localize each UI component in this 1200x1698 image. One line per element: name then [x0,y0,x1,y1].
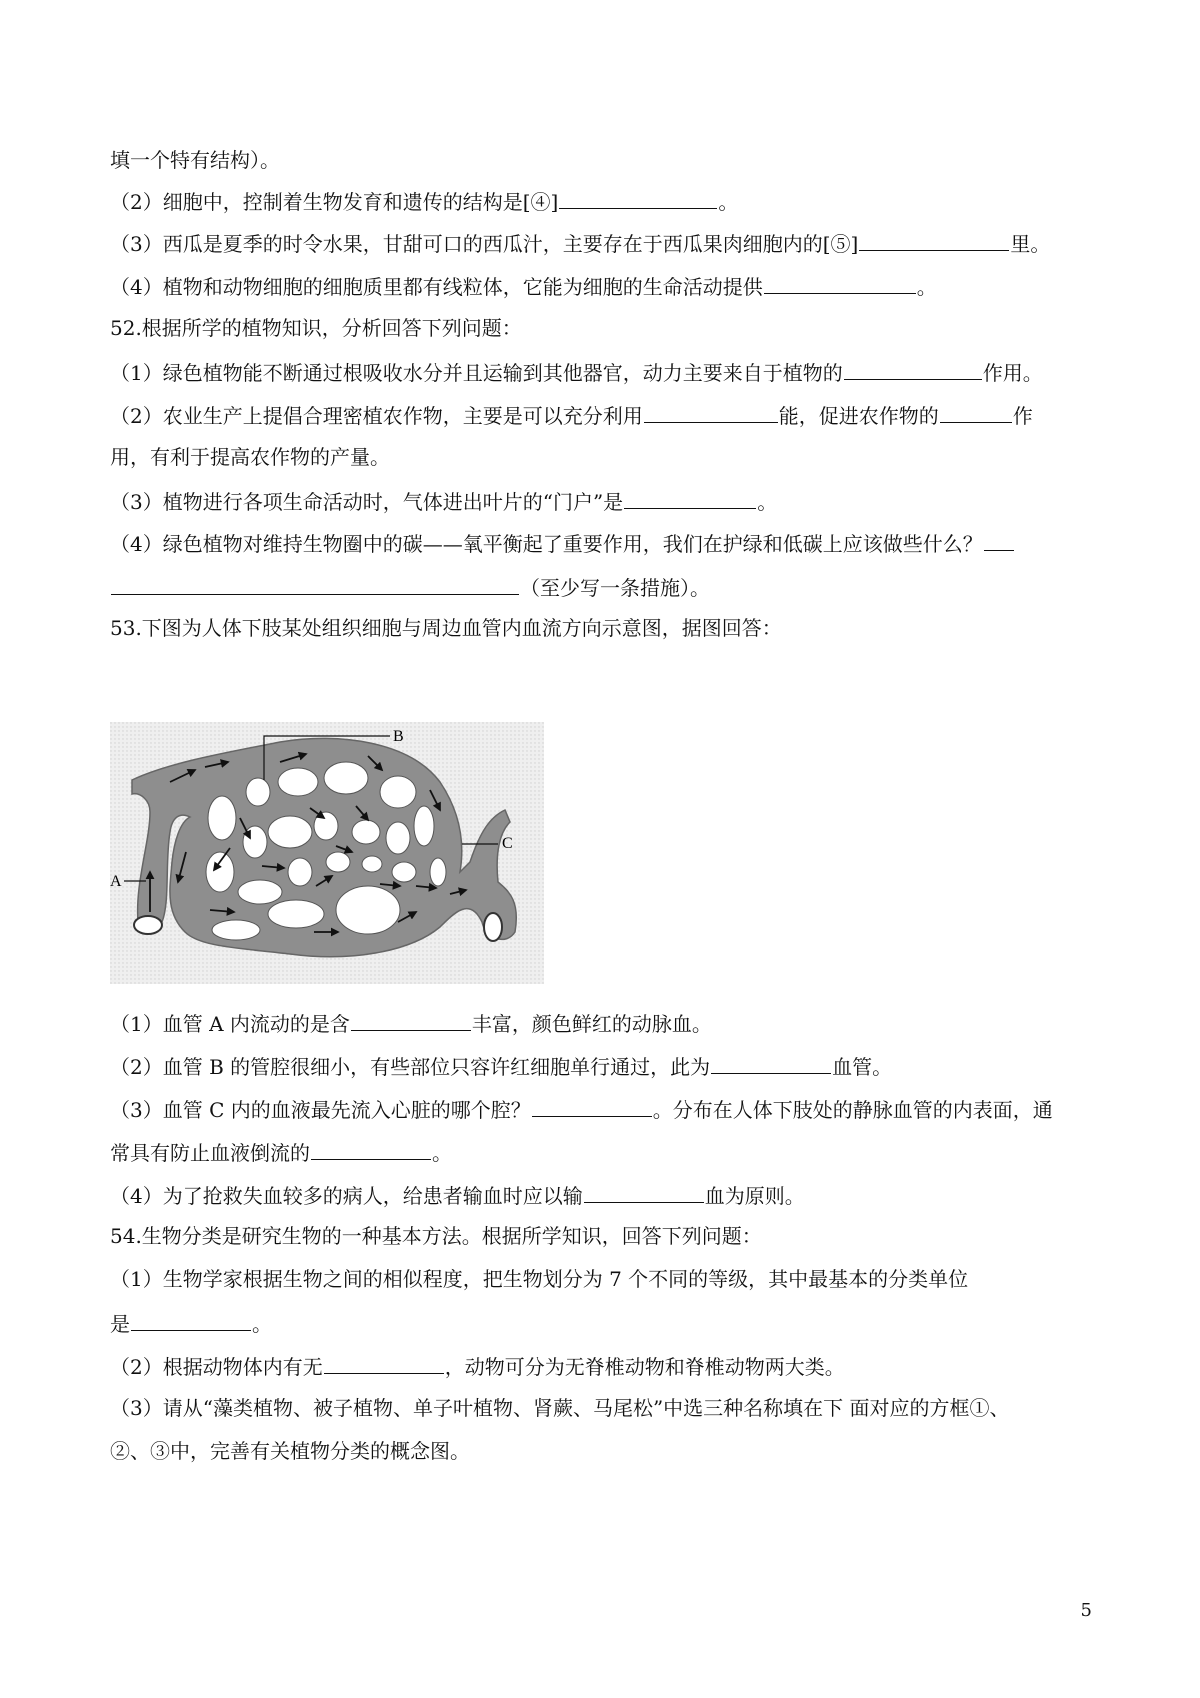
answer-blank[interactable] [844,357,982,380]
answer-blank[interactable] [711,1051,831,1074]
question-53-2 [110,1051,892,1081]
answer-blank[interactable] [644,400,778,423]
question-52-4 [110,528,1015,558]
question-54-3 [110,1394,1010,1422]
answer-blank[interactable] [131,1308,251,1331]
text: 54.生物分类是研究生物的一种基本方法。根据所学知识，回答下列问题： [110,1224,762,1248]
text: 。 [757,490,778,514]
text: （1）生物学家根据生物之间的相似程度，把生物划分为 7 个不同的等级，其中最基本的分类单位 [110,1267,969,1291]
question-51-3 [110,228,1050,258]
text-line [110,443,390,471]
question-53-title [110,614,782,642]
answer-blank[interactable] [984,528,1014,551]
text: 丰富，颜色鲜红的动脉血。 [471,1012,712,1036]
text: （4）植物和动物细胞的细胞质里都有线粒体，它能为细胞的生命活动提供 [110,275,763,299]
question-51-4 [110,271,937,301]
text: （至少写一条措施）。 [520,576,710,600]
text: ②、③中，完善有关植物分类的概念图。 [110,1439,470,1463]
text: （2）血管 B 的管腔很细小，有些部位只容许红细胞单行通过，此为 [110,1055,711,1079]
answer-blank[interactable] [111,572,519,595]
text: （2）农业生产上提倡合理密植农作物，主要是可以充分利用 [110,404,643,428]
question-54-2 [110,1351,845,1381]
text: 作 [1012,404,1033,428]
text: 能，促进农作物的 [778,404,939,428]
text: （3）血管 C 内的血液最先流入心脏的哪个腔？ [110,1098,531,1122]
text-line [110,1437,470,1465]
answer-blank[interactable] [624,486,756,509]
label-b: B [393,728,404,745]
text: 里。 [1010,232,1051,256]
question-52-1 [110,357,1043,387]
text: （1）血管 A 内流动的是含 [110,1012,350,1036]
answer-blank[interactable] [324,1351,444,1374]
text: （2）细胞中，控制着生物发育和遗传的结构是[④] [110,190,559,214]
question-53-3 [110,1094,1053,1124]
text: 作用。 [982,361,1043,385]
text: ，动物可分为无脊椎动物和脊椎动物两大类。 [444,1355,845,1379]
answer-blank[interactable] [859,228,1009,251]
text: （3）西瓜是夏季的时令水果，甘甜可口的西瓜汁，主要存在于西瓜果肉细胞内的[⑤] [110,232,859,256]
question-52-2 [110,400,1033,430]
question-52-3 [110,486,777,516]
answer-blank[interactable] [940,400,1012,423]
question-54-title [110,1222,762,1250]
blood-vessel-figure [110,722,544,984]
text: 52.根据所学的植物知识，分析回答下列问题： [110,316,522,340]
text: 血管。 [832,1055,893,1079]
text: 填一个特有结构）。 [110,148,280,172]
text-line [110,1308,272,1338]
text: 53.下图为人体下肢某处组织细胞与周边血管内血流方向示意图，据图回答： [110,616,782,640]
question-52-title [110,314,522,342]
text: （4）绿色植物对维持生物圈中的碳——氧平衡起了重要作用，我们在护绿和低碳上应该做些什么？ [110,532,983,556]
text: 。 [432,1141,452,1165]
text: （1）绿色植物能不断通过根吸收水分并且运输到其他器官，动力主要来自于植物的 [110,361,843,385]
label-a: A [110,873,122,890]
text-line [110,1137,452,1167]
question-53-1 [110,1008,712,1038]
text-line [110,572,710,602]
question-54-1 [110,1265,968,1293]
text: 。 [718,190,739,214]
answer-blank[interactable] [559,186,717,209]
label-c: C [502,835,513,852]
answer-blank[interactable] [764,271,916,294]
answer-blank[interactable] [311,1137,431,1160]
text: 。 [252,1312,272,1336]
text: 血为原则。 [704,1184,805,1208]
question-53-4 [110,1180,805,1210]
answer-blank[interactable] [584,1180,704,1203]
text: 常具有防止血液倒流的 [110,1141,310,1165]
text: （3）请从“藻类植物、被子植物、单子叶植物、肾蕨、马尾松”中选三种名称填在下 面对应的方框①、 [110,1396,1010,1420]
text: （3）植物进行各项生命活动时，气体进出叶片的“门户”是 [110,490,624,514]
page-number: 5 [1080,1600,1092,1621]
question-51-2 [110,186,738,216]
answer-blank[interactable] [532,1094,652,1117]
text: 。 [916,275,937,299]
text-line [110,146,280,174]
text: 。分布在人体下肢处的静脉血管的内表面，通 [652,1098,1053,1122]
text: （2）根据动物体内有无 [110,1355,323,1379]
text: （4）为了抢救失血较多的病人，给患者输血时应以输 [110,1184,583,1208]
answer-blank[interactable] [351,1008,471,1031]
text: 用，有利于提高农作物的产量。 [110,445,390,469]
text: 是 [110,1312,130,1336]
